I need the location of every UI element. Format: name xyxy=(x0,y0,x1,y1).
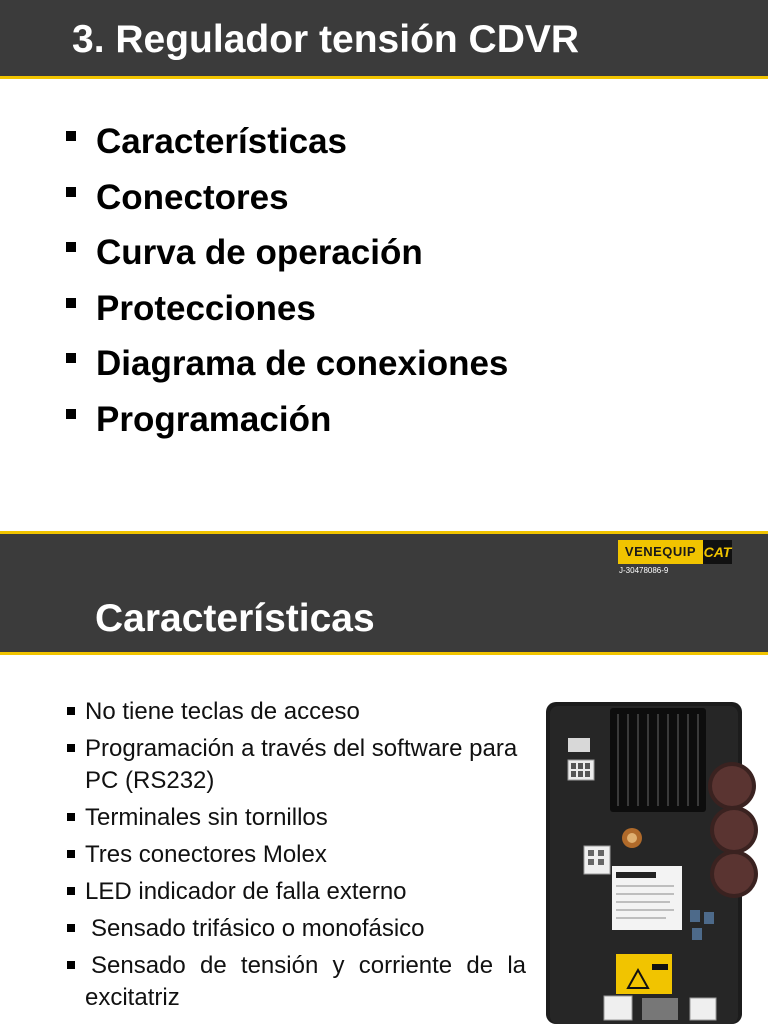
square-bullet-icon xyxy=(67,744,75,752)
slide-title: 3. Regulador tensión CDVR xyxy=(72,18,580,61)
square-bullet-icon xyxy=(67,961,75,969)
title-bar xyxy=(0,0,768,79)
square-bullet-icon xyxy=(66,409,76,419)
footer-bar xyxy=(0,531,768,576)
square-bullet-icon xyxy=(67,813,75,821)
feature-item: Tres conectores Molex xyxy=(66,839,526,871)
company-rif: J-30478086-9 xyxy=(619,566,669,575)
square-bullet-icon xyxy=(67,707,75,715)
square-bullet-icon xyxy=(67,887,75,895)
feature-item: Programación a través del software para PC (RS232) xyxy=(66,733,526,797)
feature-item: Sensado de tensión y corriente de la excitatriz xyxy=(66,950,526,1014)
logo-venequip-text: VENEQUIP xyxy=(618,540,703,564)
square-bullet-icon xyxy=(66,187,76,197)
slide-title: Características xyxy=(95,597,375,640)
feature-item: Terminales sin tornillos xyxy=(66,802,526,834)
features-list xyxy=(66,696,526,1019)
square-bullet-icon xyxy=(66,242,76,252)
slide-caracteristicas xyxy=(0,576,768,1024)
feature-item: LED indicador de falla externo xyxy=(66,876,526,908)
feature-item: Sensado trifásico o monofásico xyxy=(66,913,526,945)
slide-agenda: 3. Regulador tensión CDVR Características Conectores Curva de operación Protecciones Diagrama de conexiones Programación VENEQUIP CAT J-30478086-9 xyxy=(0,0,768,576)
title-bar xyxy=(0,576,768,655)
square-bullet-icon xyxy=(67,924,75,932)
square-bullet-icon xyxy=(67,850,75,858)
venequip-cat-logo xyxy=(618,540,732,564)
feature-item: No tiene teclas de acceso xyxy=(66,696,526,728)
cdvr-regulator-image xyxy=(540,698,760,1024)
square-bullet-icon xyxy=(66,298,76,308)
square-bullet-icon xyxy=(66,131,76,141)
square-bullet-icon xyxy=(66,353,76,363)
logo-cat-mark: CAT xyxy=(703,540,732,564)
